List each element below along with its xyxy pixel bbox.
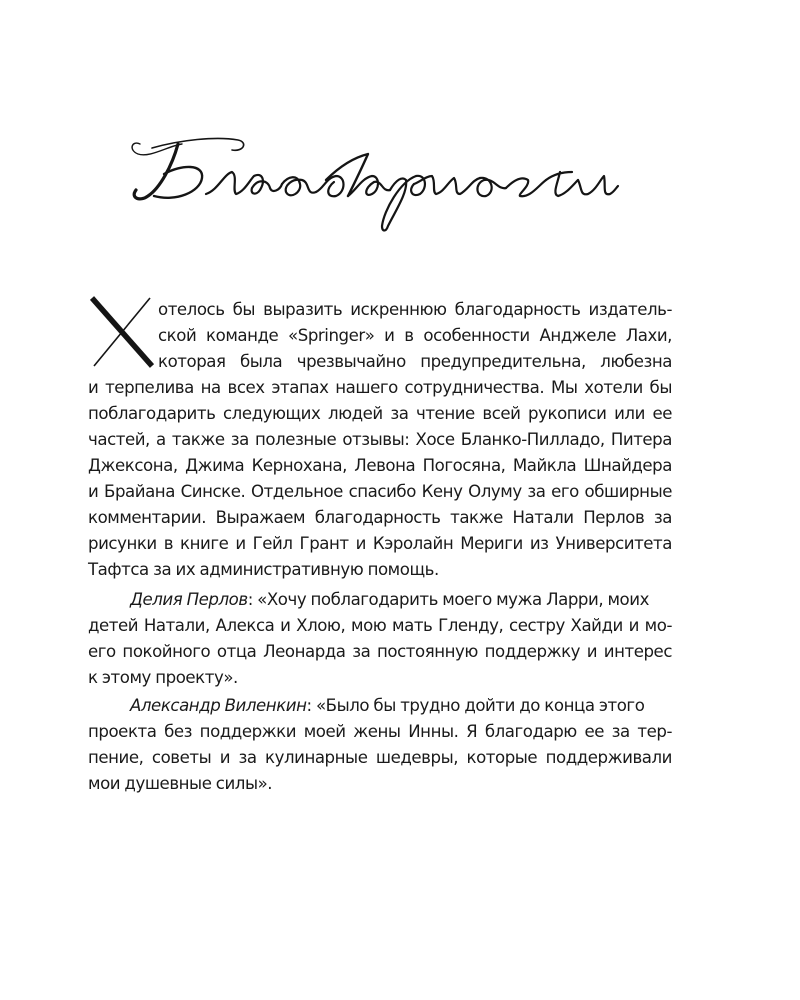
text-line: мои душевные силы». <box>88 774 273 793</box>
text-line: рисунки в книге и Гейл Грант и Кэролайн Мериги из Университета <box>88 534 672 553</box>
text-line: его покойного отца Леонарда за постоянную поддержку и интерес <box>88 642 672 661</box>
text-line: детей Натали, Алекса и Хлою, мою мать Гленду, сестру Хайди и мо- <box>88 616 672 635</box>
text-line: Джексона, Джима Кернохана, Левона Погосяна, Майкла Шнайдера <box>88 456 672 475</box>
text-line <box>130 693 644 719</box>
text-line: и терпелива на всех этапах нашего сотрудничества. Мы хотели бы <box>88 378 672 397</box>
text-line: частей, а также за полезные отзывы: Хосе Бланко-Пилладо, Питера <box>88 430 672 449</box>
text-line <box>130 587 649 613</box>
author-name: Александр Виленкин <box>130 696 307 715</box>
text-line: Тафтса за их административную помощь. <box>88 560 439 579</box>
text-line: которая была чрезвычайно предупредительна, любезна <box>158 352 672 371</box>
script-title-art <box>120 110 620 235</box>
text-line: пение, советы и за кулинарные шедевры, которые поддерживали <box>88 748 672 767</box>
text-line: поблагодарить следующих людей за чтение всей рукописи или ее <box>88 404 672 423</box>
text-line: отелось бы выразить искреннюю благодарность издатель- <box>158 300 672 319</box>
text-line: к этому проекту». <box>88 668 238 687</box>
text-line: проекта без поддержки моей жены Инны. Я благодарю ее за тер- <box>88 722 672 741</box>
author-name: Делия Перлов <box>130 590 248 609</box>
text-fragment: : «Хочу поблагодарить моего мужа Ларри, моих <box>247 590 649 609</box>
text-fragment: : «Было бы трудно дойти до конца этого <box>306 696 645 715</box>
text-line: комментарии. Выражаем благодарность также Натали Перлов за <box>88 508 672 527</box>
drop-cap-letter <box>86 296 158 368</box>
text-line: и Брайана Синске. Отдельное спасибо Кену Олуму за его обширные <box>88 482 672 501</box>
text-line: ской команде «Springer» и в особенности Анджеле Лахи, <box>158 326 672 345</box>
